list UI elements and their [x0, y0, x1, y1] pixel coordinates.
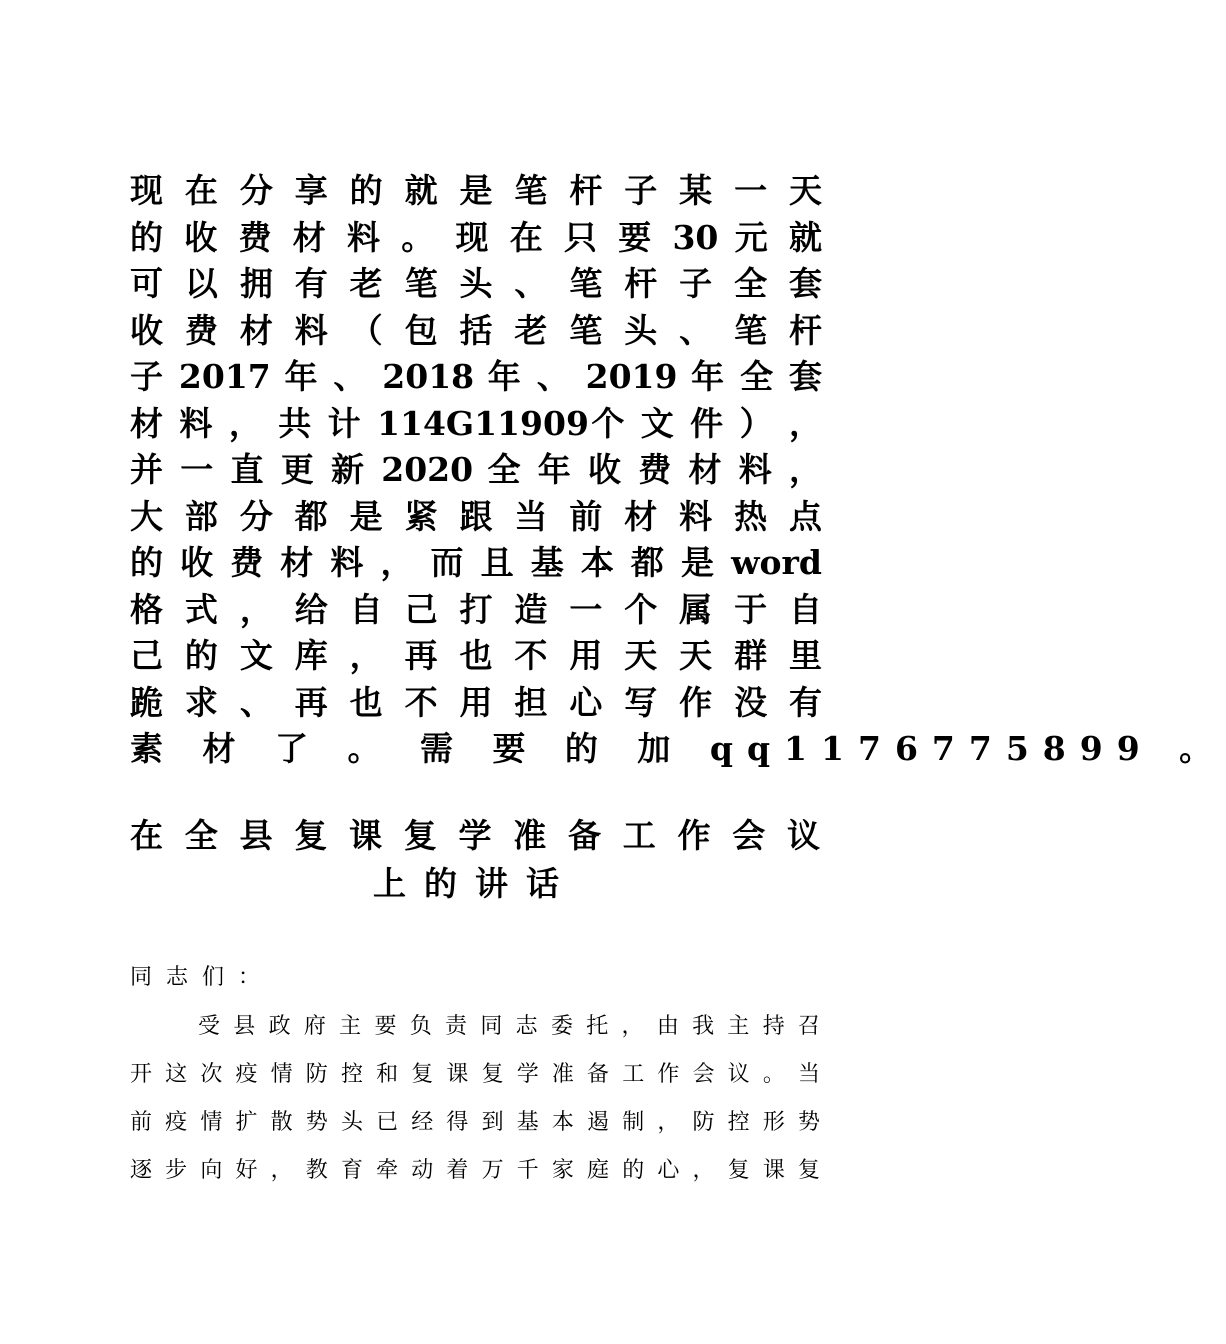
speech-body [130, 1003, 820, 1195]
promo-line: 格 式 ， 给 自 己 打 造 一 个 属 于 自 [130, 589, 822, 629]
promo-line: 大 部 分 都 是 紧 跟 当 前 材 料 热 点 [130, 496, 822, 536]
promo-line: 跪 求 、 再 也 不 用 担 心 写 作 没 有 [130, 682, 822, 722]
promo-line: 子 2017 年 、 2018 年 、 2019 年 全 套 [130, 357, 822, 396]
title-line-2: 上的讲话 [373, 864, 577, 903]
speech-title [130, 812, 820, 908]
promo-line: 己 的 文 库 ， 再 也 不 用 天 天 群 里 [130, 636, 822, 675]
body-line: 受 县 政 府 主 要 负 责 同 志 委 托 ， 由 我 主 持 召 [198, 1014, 820, 1039]
promo-line: 材 料 ， 共 计 114G11909个 文 件 ） ， [130, 403, 822, 443]
promo-line: 的 收 费 材 料 。 现 在 只 要 30 元 就 [130, 217, 822, 257]
promo-line: 现 在 分 享 的 就 是 笔 杆 子 某 一 天 [130, 171, 822, 210]
promo-line: 可 以 拥 有 老 笔 头 、 笔 杆 子 全 套 [130, 264, 822, 303]
promo-line: 并 一 直 更 新 2020 全 年 收 费 材 料 ， [130, 450, 822, 489]
title-line-1: 在 全 县 复 课 复 学 准 备 工 作 会 议 [130, 816, 820, 855]
body-line: 开 这 次 疫 情 防 控 和 复 课 复 学 准 备 工 作 会 议 。 当 [130, 1062, 820, 1087]
promo-line: 素 材 了 。 需 要 的 加 qq1176775899 。 [130, 729, 1226, 768]
promo-paragraph [130, 168, 1226, 773]
body-line: 逐 步 向 好 ， 教 育 牵 动 着 万 千 家 庭 的 心 ， 复 课 复 [130, 1158, 820, 1183]
promo-line: 收 费 材 料 （ 包 括 老 笔 头 、 笔 杆 [130, 310, 822, 350]
salutation: 同志们： [130, 965, 275, 990]
promo-line: 的 收 费 材 料 ， 而 且 基 本 都 是 word [130, 543, 822, 582]
body-line: 前 疫 情 扩 散 势 头 已 经 得 到 基 本 遏 制 ， 防 控 形 势 [130, 1110, 820, 1135]
